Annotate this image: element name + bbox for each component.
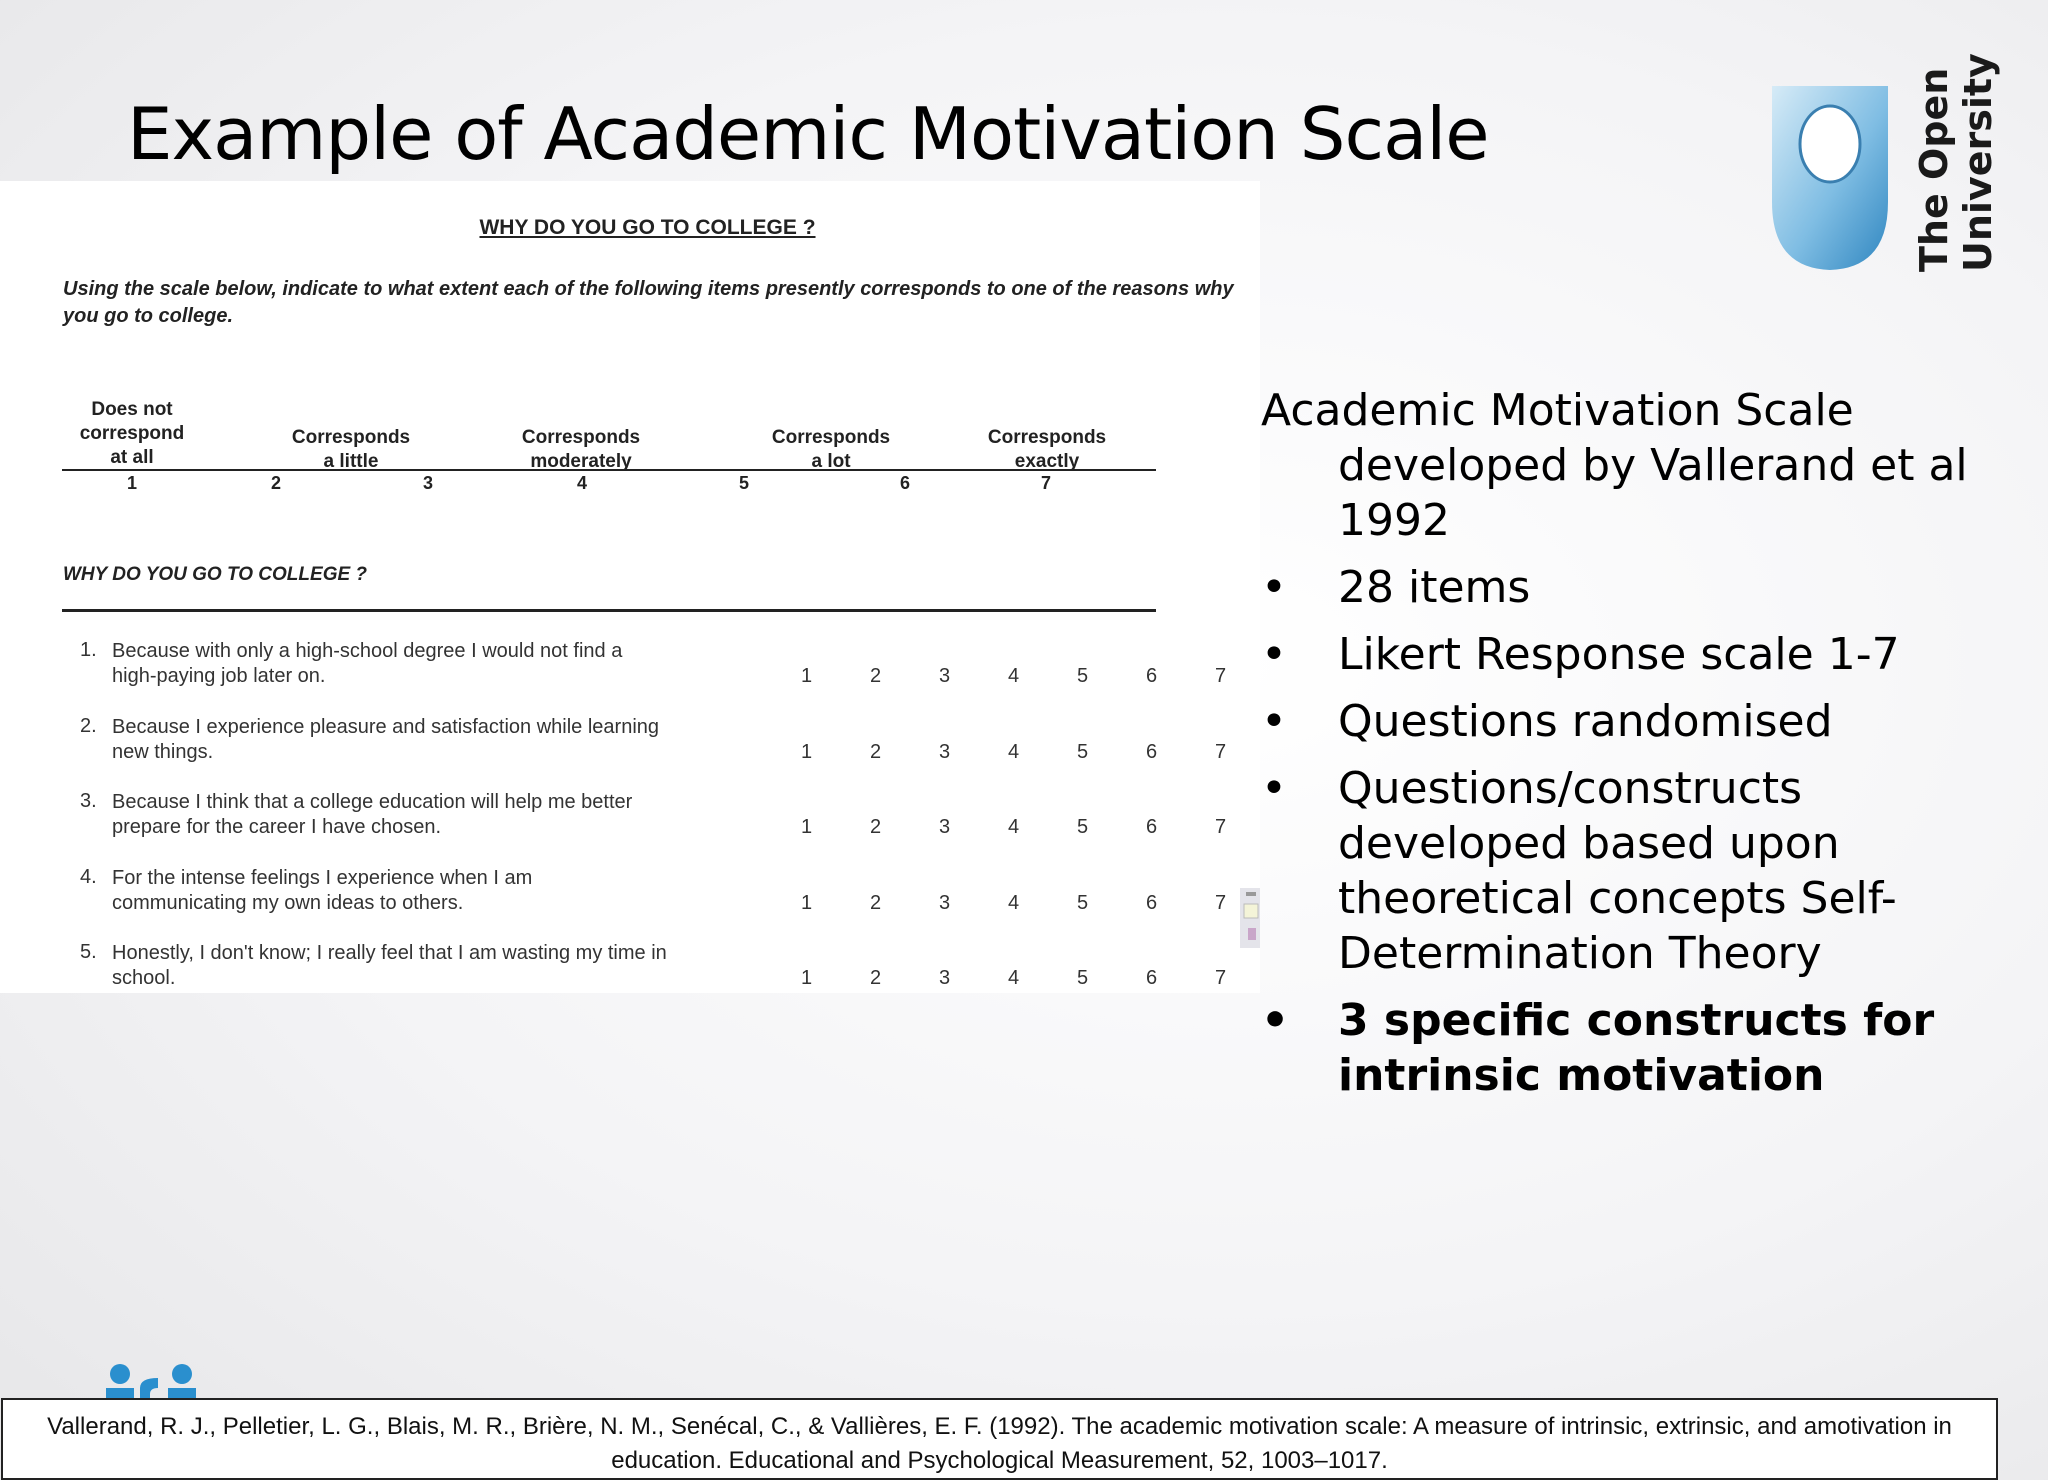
scale-number: 1 [127, 473, 138, 493]
summary-bullet [1261, 694, 2001, 749]
scale-number: 3 [423, 473, 434, 493]
likert-option: 5 [1077, 665, 1089, 687]
scale-anchor-label: Corresponds exactly [987, 427, 1107, 472]
item-text: Honestly, I don't know; I really feel that I am wasting my time in school. [112, 942, 667, 989]
likert-option: 2 [870, 891, 882, 914]
likert-option: 7 [1215, 891, 1227, 914]
likert-option: 6 [1146, 665, 1158, 687]
likert-option: 6 [1146, 740, 1158, 763]
likert-option: 7 [1215, 740, 1227, 763]
summary-list [1261, 383, 2001, 1115]
likert-option: 3 [939, 816, 951, 838]
scale-number: 6 [900, 473, 911, 493]
summary-bullet [1261, 761, 2001, 981]
scale-number: 7 [1041, 473, 1052, 493]
open-university-shield-icon [1768, 82, 1892, 272]
scale-number: 4 [577, 473, 588, 493]
likert-option: 4 [1008, 967, 1020, 989]
likert-option: 2 [870, 665, 882, 687]
likert-option: 7 [1215, 665, 1227, 687]
bullet-icon: • [1261, 696, 1287, 747]
likert-option: 1 [801, 740, 813, 763]
bullet-text: 28 items [1338, 562, 1531, 613]
questionnaire-instructions: Using the scale below, indicate to what extent each of the following items presently corresponds to one of the reasons why you go to college. [63, 278, 1234, 327]
likert-option: 3 [939, 665, 951, 687]
item-number: 1. [80, 639, 97, 661]
likert-option: 1 [801, 891, 813, 914]
likert-option: 4 [1008, 740, 1020, 763]
scale-rule [62, 469, 1156, 471]
likert-option: 2 [870, 816, 882, 838]
likert-option: 3 [939, 740, 951, 763]
summary-intro: Academic Motivation Scale developed by Vallerand et al 1992 [1261, 385, 1968, 546]
questionnaire-item [80, 715, 1280, 775]
likert-option: 4 [1008, 816, 1020, 838]
scale-number: 2 [271, 473, 282, 493]
bullet-icon: • [1261, 629, 1287, 680]
likert-option: 7 [1215, 816, 1227, 838]
summary-bullet [1261, 627, 2001, 682]
summary-bullet [1261, 993, 2001, 1103]
likert-option: 6 [1146, 967, 1158, 989]
likert-option: 3 [939, 891, 951, 914]
likert-option: 6 [1146, 891, 1158, 914]
questionnaire-image [0, 181, 1260, 993]
open-university-wordmark: The Open University [1912, 53, 2000, 272]
open-university-logo [1768, 53, 2000, 282]
item-text: For the intense feelings I experience when I am communicating my own ideas to others. [112, 866, 533, 914]
bullet-text: Questions/constructs developed based upon theoretical concepts Self-Determination Theory [1338, 763, 1897, 979]
item-number: 4. [80, 865, 97, 888]
likert-option: 5 [1077, 816, 1089, 838]
likert-option: 2 [870, 967, 882, 989]
questionnaire-item [80, 639, 1280, 699]
summary-bullet [1261, 560, 2001, 615]
bullet-text: Likert Response scale 1-7 [1338, 629, 1900, 680]
questionnaire-item [80, 790, 1280, 850]
scale-anchor-label: Corresponds moderately [521, 427, 641, 472]
likert-option: 2 [870, 740, 882, 763]
item-text: Because I experience pleasure and satisfaction while learning new things. [112, 715, 660, 763]
bullet-icon: • [1261, 995, 1290, 1046]
bullet-text: Questions randomised [1338, 696, 1833, 747]
likert-option: 4 [1008, 891, 1020, 914]
item-number: 5. [80, 941, 97, 963]
item-text: Because with only a high-school degree I would not find a high-paying job later on. [112, 640, 623, 687]
likert-option: 4 [1008, 665, 1020, 687]
likert-option: 5 [1077, 967, 1089, 989]
questionnaire-header: WHY DO YOU GO TO COLLEGE ? [479, 216, 816, 239]
likert-option: 1 [801, 665, 813, 687]
likert-option: 6 [1146, 816, 1158, 838]
likert-option: 5 [1077, 891, 1089, 914]
likert-option: 5 [1077, 740, 1089, 763]
slide-title: Example of Academic Motivation Scale [127, 92, 1489, 176]
likert-option: 1 [801, 816, 813, 838]
bullet-icon: • [1261, 763, 1287, 814]
likert-option: 1 [801, 967, 813, 989]
section-label: WHY DO YOU GO TO COLLEGE ? [63, 564, 368, 585]
item-text: Because I think that a college education will help me better prepare for the career I have chosen. [112, 791, 633, 838]
scale-anchor-label: Corresponds a little [291, 427, 411, 472]
likert-option: 3 [939, 967, 951, 989]
likert-option: 7 [1215, 967, 1227, 989]
scale-number: 5 [739, 473, 750, 493]
bullet-text: 3 specific constructs for intrinsic motivation [1338, 995, 1935, 1101]
item-number: 3. [80, 790, 97, 812]
scrollbar-fragment [1240, 888, 1260, 948]
bullet-icon: • [1261, 562, 1287, 613]
questionnaire-item [80, 866, 1280, 926]
citation: Vallerand, R. J., Pelletier, L. G., Blais, M. R., Brière, N. M., Senécal, C., & Vallières, E. F. (1992). The academic motivation scale: A measure of intrinsic, extrinsic, and amotivation in education. Educational and Psychological Measurement, 52, 1003–1017. [1, 1398, 1998, 1480]
irl-logo-fragment [100, 1362, 220, 1402]
scale-anchor-label: Does not correspond at all [79, 399, 185, 468]
questionnaire-item [80, 941, 1280, 1001]
item-number: 2. [80, 714, 97, 737]
section-rule [62, 609, 1156, 612]
scale-anchor-label: Corresponds a lot [771, 427, 891, 472]
